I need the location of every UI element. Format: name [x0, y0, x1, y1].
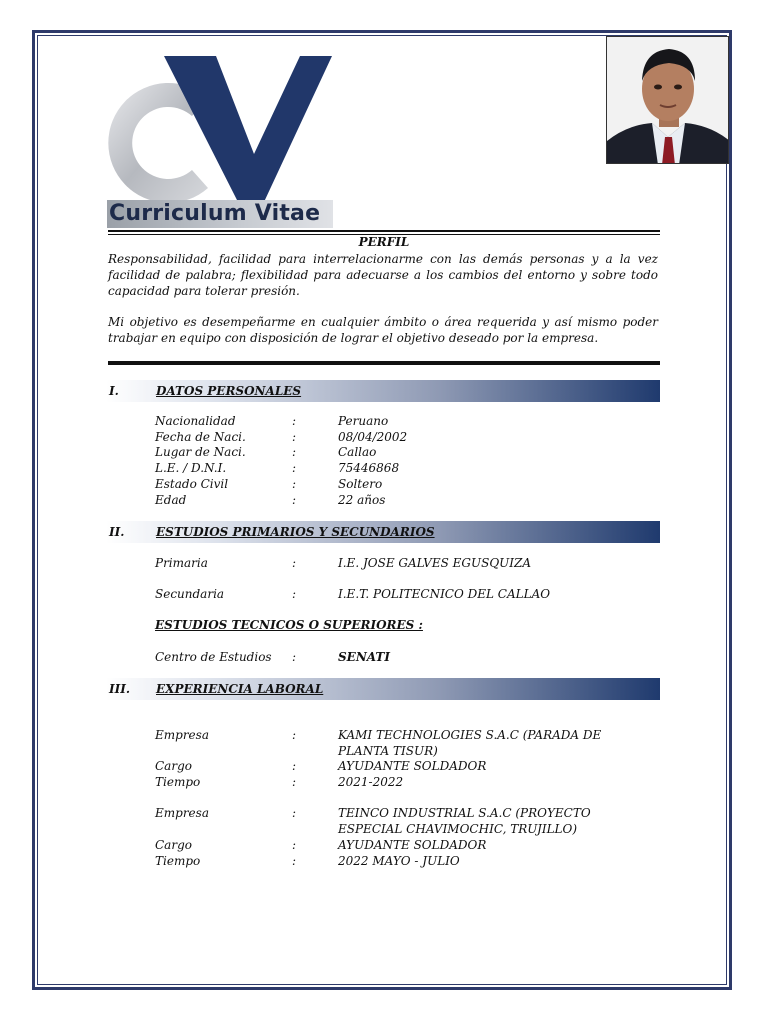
info-colon: : [292, 775, 297, 789]
info-label: Cargo [155, 838, 192, 852]
section-number: I. [109, 384, 119, 398]
info-label: Fecha de Naci. [155, 430, 246, 444]
info-value: Soltero [338, 477, 383, 491]
info-label: Empresa [155, 806, 209, 820]
info-value: I.E. JOSE GALVES EGUSQUIZA [338, 556, 532, 570]
info-value: I.E.T. POLITECNICO DEL CALLAO [338, 587, 551, 601]
info-value: 2022 MAYO - JULIO [338, 854, 460, 868]
info-label: Primaria [155, 556, 208, 570]
info-value: 2021-2022 [338, 775, 404, 789]
section-number: II. [109, 525, 125, 539]
info-label: L.E. / D.N.I. [155, 461, 227, 475]
info-colon: : [292, 587, 297, 601]
section-title: DATOS PERSONALES [156, 384, 302, 398]
section-header-experiencia [106, 678, 660, 700]
info-colon: : [292, 414, 297, 428]
info-colon: : [292, 556, 297, 570]
info-label: Secundaria [155, 587, 225, 601]
info-value: AYUDANTE SOLDADOR [338, 838, 487, 852]
info-colon: : [292, 430, 297, 444]
info-colon: : [292, 477, 297, 491]
info-label: Tiempo [155, 775, 201, 789]
info-value: Peruano [338, 414, 389, 428]
info-label: Cargo [155, 759, 192, 773]
info-colon: : [292, 759, 297, 773]
info-label: Tiempo [155, 854, 201, 868]
divider [108, 361, 660, 365]
info-label: Centro de Estudios [155, 650, 272, 664]
info-label: Edad [155, 493, 187, 507]
info-colon: : [292, 806, 297, 820]
info-colon: : [292, 650, 297, 664]
info-colon: : [292, 445, 297, 459]
info-label: Nacionalidad [155, 414, 236, 428]
info-colon: : [292, 728, 297, 742]
objective-paragraph: Mi objetivo es desempeñarme en cualquier ámbito o área requerida y así mismo poder trabajar en equipo con disposición de lograr el objetivo deseado por la empresa. [108, 315, 658, 345]
section-title: ESTUDIOS PRIMARIOS Y SECUNDARIOS [156, 525, 435, 539]
info-label: Estado Civil [155, 477, 229, 491]
info-value: SENATI [338, 650, 390, 664]
info-value: 75446868 [338, 461, 400, 475]
info-colon: : [292, 461, 297, 475]
info-colon: : [292, 854, 297, 868]
section-header-datos-personales [106, 380, 660, 402]
logo-text: Curriculum Vitae [107, 200, 333, 228]
info-value: 22 años [338, 493, 386, 507]
perfil-title: PERFIL [358, 235, 410, 249]
divider [108, 230, 660, 232]
info-value: 08/04/2002 [338, 430, 408, 444]
info-colon: : [292, 838, 297, 852]
perfil-paragraph: Responsabilidad, facilidad para interrelacionarme con las demás personas y a la vez facilidad de palabra; flexibilidad para adecuarse a los cambios del entorno y sobre todo capacidad para tolerar presión. [108, 252, 658, 298]
info-label: Empresa [155, 728, 209, 742]
profile-photo [606, 36, 729, 164]
info-value: TEINCO INDUSTRIAL S.A.C (PROYECTO ESPECIAL CHAVIMOCHIC, TRUJILLO) [338, 806, 591, 836]
info-value: AYUDANTE SOLDADOR [338, 759, 487, 773]
subsection-title: ESTUDIOS TECNICOS O SUPERIORES : [155, 618, 423, 632]
section-title: EXPERIENCIA LABORAL [156, 682, 324, 696]
info-colon: : [292, 493, 297, 507]
info-label: Lugar de Naci. [155, 445, 246, 459]
section-number: III. [109, 682, 131, 696]
info-value: Callao [338, 445, 377, 459]
info-value: KAMI TECHNOLOGIES S.A.C (PARADA DE PLANTA TISUR) [338, 728, 602, 758]
section-header-estudios [106, 521, 660, 543]
